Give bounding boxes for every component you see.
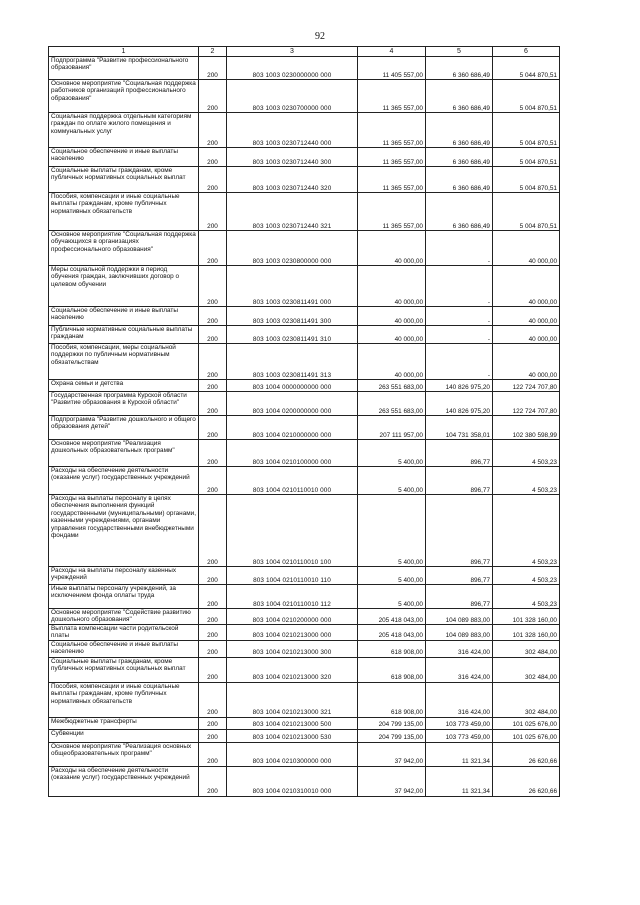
row-amount-planned-cell: 205 418 043,00: [358, 609, 426, 625]
header-row: [49, 47, 560, 57]
table-row: [49, 609, 560, 625]
row-amount-remaining-cell: 122 724 707,80: [493, 380, 560, 392]
row-budget-code-cell: 803 1003 0230811491 313: [227, 344, 358, 380]
row-name-cell: Основное мероприятие "Реализация основных общеобразовательных программ": [49, 742, 199, 766]
row-amount-remaining-cell: 302 484,00: [493, 682, 560, 717]
row-grbs-cell: 200: [199, 717, 227, 729]
row-name-cell: Пособия, компенсации и иные социальные выплаты гражданам, кроме публичных нормативных обязательств: [49, 193, 199, 231]
row-grbs-cell: 200: [199, 440, 227, 467]
row-amount-planned-cell: 11 365 557,00: [358, 80, 426, 113]
row-amount-planned-cell: 40 000,00: [358, 344, 426, 380]
row-amount-executed-cell: 896,77: [426, 567, 493, 585]
row-amount-planned-cell: 204 799 135,00: [358, 729, 426, 742]
row-amount-executed-cell: 140 826 975,20: [426, 380, 493, 392]
row-budget-code-cell: 803 1004 0210213000 321: [227, 682, 358, 717]
row-name-cell: Межбюджетные трансферты: [49, 717, 199, 729]
row-amount-executed-cell: 104 089 883,00: [426, 609, 493, 625]
row-amount-executed-cell: 6 360 686,49: [426, 148, 493, 167]
table-row: [49, 231, 560, 266]
table-row: [49, 567, 560, 585]
row-name-cell: Субвенции: [49, 729, 199, 742]
row-grbs-cell: 200: [199, 742, 227, 766]
row-amount-executed-cell: 140 826 975,20: [426, 392, 493, 416]
row-amount-planned-cell: 205 418 043,00: [358, 625, 426, 641]
row-amount-executed-cell: 896,77: [426, 467, 493, 495]
row-amount-remaining-cell: 40 000,00: [493, 266, 560, 307]
row-budget-code-cell: 803 1003 0230000000 000: [227, 57, 358, 80]
row-grbs-cell: 200: [199, 766, 227, 796]
row-grbs-cell: 200: [199, 148, 227, 167]
table-row: [49, 80, 560, 113]
row-amount-planned-cell: 5 400,00: [358, 585, 426, 609]
row-budget-code-cell: 803 1004 0210000000 000: [227, 416, 358, 440]
row-budget-code-cell: 803 1003 0230700000 000: [227, 80, 358, 113]
row-budget-code-cell: 803 1003 0230712440 321: [227, 193, 358, 231]
row-name-cell: Основное мероприятие "Содействие развитию дошкольного образования": [49, 609, 199, 625]
row-amount-remaining-cell: 4 503,23: [493, 567, 560, 585]
row-budget-code-cell: 803 1004 0210300000 000: [227, 742, 358, 766]
row-grbs-cell: 200: [199, 344, 227, 380]
row-amount-executed-cell: 6 360 686,49: [426, 193, 493, 231]
row-amount-remaining-cell: 102 380 598,99: [493, 416, 560, 440]
row-budget-code-cell: 803 1004 0210110010 110: [227, 567, 358, 585]
table-row: [49, 640, 560, 657]
row-name-cell: Публичные нормативные социальные выплаты гражданам: [49, 326, 199, 344]
row-name-cell: Социальные выплаты гражданам, кроме публичных нормативных социальных выплат: [49, 167, 199, 193]
row-name-cell: Расходы на выплаты персоналу в целях обеспечения выполнения функций государственными (муниципальными) органами, казенными учреждениями, органами управления государственными внебюджетными фондами: [49, 495, 199, 567]
table-row: [49, 326, 560, 344]
row-amount-executed-cell: -: [426, 231, 493, 266]
row-amount-remaining-cell: 5 004 870,51: [493, 193, 560, 231]
row-budget-code-cell: 803 1003 0230811491 310: [227, 326, 358, 344]
row-amount-executed-cell: 6 360 686,49: [426, 57, 493, 80]
row-amount-remaining-cell: 302 484,00: [493, 657, 560, 682]
page-number: 92: [315, 31, 325, 42]
table-row: [49, 682, 560, 717]
row-amount-planned-cell: 263 551 683,00: [358, 392, 426, 416]
table-row: [49, 416, 560, 440]
row-grbs-cell: 200: [199, 625, 227, 641]
row-amount-executed-cell: 316 424,00: [426, 657, 493, 682]
row-name-cell: Расходы на обеспечение деятельности (оказание услуг) государственных учреждений: [49, 467, 199, 495]
table-row: [49, 307, 560, 326]
row-name-cell: Расходы на выплаты персоналу казенных учреждений: [49, 567, 199, 585]
row-budget-code-cell: 803 1004 0210213000 320: [227, 657, 358, 682]
row-name-cell: Основное мероприятие "Социальная поддержка обучающихся в организациях профессионального образования": [49, 231, 199, 266]
row-amount-remaining-cell: 302 484,00: [493, 640, 560, 657]
row-name-cell: Основное мероприятие "Реализация дошкольных образовательных программ": [49, 440, 199, 467]
row-budget-code-cell: 803 1003 0230800000 000: [227, 231, 358, 266]
row-amount-planned-cell: 40 000,00: [358, 307, 426, 326]
row-name-cell: Социальное обеспечение и иные выплаты населению: [49, 640, 199, 657]
row-amount-planned-cell: 618 908,00: [358, 657, 426, 682]
row-amount-remaining-cell: 5 004 870,51: [493, 80, 560, 113]
row-amount-planned-cell: 40 000,00: [358, 326, 426, 344]
column-header-2: 2: [199, 47, 227, 57]
row-grbs-cell: 200: [199, 167, 227, 193]
row-name-cell: Социальная поддержка отдельным категориям граждан по оплате жилого помещения и коммунальных услуг: [49, 113, 199, 148]
row-grbs-cell: 200: [199, 467, 227, 495]
row-amount-planned-cell: 5 400,00: [358, 467, 426, 495]
row-amount-remaining-cell: 26 620,66: [493, 742, 560, 766]
row-budget-code-cell: 803 1003 0230811491 000: [227, 266, 358, 307]
row-amount-remaining-cell: 4 503,23: [493, 440, 560, 467]
budget-table: [48, 46, 560, 797]
row-amount-executed-cell: -: [426, 326, 493, 344]
row-amount-executed-cell: 103 773 459,00: [426, 729, 493, 742]
row-grbs-cell: 200: [199, 326, 227, 344]
row-grbs-cell: 200: [199, 416, 227, 440]
row-amount-executed-cell: -: [426, 266, 493, 307]
row-budget-code-cell: 803 1003 0230712440 300: [227, 148, 358, 167]
table-row: [49, 57, 560, 80]
row-amount-remaining-cell: 4 503,23: [493, 467, 560, 495]
row-amount-planned-cell: 40 000,00: [358, 231, 426, 266]
row-amount-planned-cell: 263 551 683,00: [358, 380, 426, 392]
row-amount-executed-cell: 896,77: [426, 495, 493, 567]
row-name-cell: Выплата компенсации части родительской платы: [49, 625, 199, 641]
row-amount-planned-cell: 40 000,00: [358, 266, 426, 307]
row-grbs-cell: 200: [199, 609, 227, 625]
row-grbs-cell: 200: [199, 657, 227, 682]
row-name-cell: Государственная программа Курской области "Развитие образования в Курской области": [49, 392, 199, 416]
table-row: [49, 113, 560, 148]
row-amount-remaining-cell: 26 620,66: [493, 766, 560, 796]
row-name-cell: Расходы на обеспечение деятельности (оказание услуг) государственных учреждений: [49, 766, 199, 796]
row-amount-remaining-cell: 5 004 870,51: [493, 148, 560, 167]
row-amount-remaining-cell: 101 025 676,00: [493, 717, 560, 729]
row-amount-planned-cell: 11 365 557,00: [358, 148, 426, 167]
row-grbs-cell: 200: [199, 585, 227, 609]
row-amount-executed-cell: 103 773 459,00: [426, 717, 493, 729]
table-row: [49, 729, 560, 742]
table-body: [49, 57, 560, 797]
row-amount-remaining-cell: 4 503,23: [493, 495, 560, 567]
row-amount-planned-cell: 618 908,00: [358, 682, 426, 717]
table-row: [49, 742, 560, 766]
row-amount-executed-cell: 104 089 883,00: [426, 625, 493, 641]
row-grbs-cell: 200: [199, 392, 227, 416]
row-grbs-cell: 200: [199, 266, 227, 307]
table-row: [49, 193, 560, 231]
row-budget-code-cell: 803 1004 0210213000 300: [227, 640, 358, 657]
column-header-4: 4: [358, 47, 426, 57]
row-amount-planned-cell: 37 942,00: [358, 766, 426, 796]
row-amount-planned-cell: 11 405 557,00: [358, 57, 426, 80]
table-row: [49, 148, 560, 167]
row-budget-code-cell: 803 1003 0230712440 000: [227, 113, 358, 148]
row-amount-remaining-cell: 5 044 870,51: [493, 57, 560, 80]
row-amount-executed-cell: 104 731 358,01: [426, 416, 493, 440]
row-amount-remaining-cell: 40 000,00: [493, 307, 560, 326]
row-amount-planned-cell: 207 111 957,00: [358, 416, 426, 440]
row-amount-planned-cell: 5 400,00: [358, 567, 426, 585]
row-amount-remaining-cell: 5 004 870,51: [493, 113, 560, 148]
row-amount-planned-cell: 11 365 557,00: [358, 167, 426, 193]
row-amount-executed-cell: 6 360 686,49: [426, 80, 493, 113]
row-budget-code-cell: 803 1004 0210213000 530: [227, 729, 358, 742]
column-header-1: 1: [49, 47, 199, 57]
row-grbs-cell: 200: [199, 57, 227, 80]
row-amount-planned-cell: 204 799 135,00: [358, 717, 426, 729]
row-amount-remaining-cell: 101 025 676,00: [493, 729, 560, 742]
row-amount-remaining-cell: 101 328 160,00: [493, 625, 560, 641]
row-name-cell: Меры социальной поддержки в период обучения граждан, заключивших договор о целевом обучении: [49, 266, 199, 307]
row-budget-code-cell: 803 1003 0230712440 320: [227, 167, 358, 193]
row-budget-code-cell: 803 1004 0210110010 112: [227, 585, 358, 609]
row-amount-executed-cell: 896,77: [426, 585, 493, 609]
row-amount-remaining-cell: 5 004 870,51: [493, 167, 560, 193]
row-budget-code-cell: 803 1004 0210213000 000: [227, 625, 358, 641]
table-row: [49, 440, 560, 467]
row-name-cell: Социальное обеспечение и иные выплаты населению: [49, 148, 199, 167]
row-amount-planned-cell: 37 942,00: [358, 742, 426, 766]
row-grbs-cell: 200: [199, 495, 227, 567]
row-budget-code-cell: 803 1004 0000000000 000: [227, 380, 358, 392]
table-row: [49, 392, 560, 416]
table-row: [49, 344, 560, 380]
row-amount-planned-cell: 618 908,00: [358, 640, 426, 657]
row-amount-remaining-cell: 40 000,00: [493, 344, 560, 380]
row-name-cell: Пособия, компенсации, меры социальной поддержки по публичным нормативным обязательствам: [49, 344, 199, 380]
row-name-cell: Основное мероприятие "Социальная поддержка работников организаций профессионального образования": [49, 80, 199, 113]
row-name-cell: Социальное обеспечение и иные выплаты населению: [49, 307, 199, 326]
row-grbs-cell: 200: [199, 193, 227, 231]
row-amount-executed-cell: -: [426, 307, 493, 326]
row-grbs-cell: 200: [199, 380, 227, 392]
row-budget-code-cell: 803 1004 0210213000 500: [227, 717, 358, 729]
row-budget-code-cell: 803 1004 0210200000 000: [227, 609, 358, 625]
table-row: [49, 625, 560, 641]
row-amount-executed-cell: 896,77: [426, 440, 493, 467]
row-amount-remaining-cell: 122 724 707,80: [493, 392, 560, 416]
table-row: [49, 495, 560, 567]
row-amount-planned-cell: 5 400,00: [358, 495, 426, 567]
column-header-3: 3: [227, 47, 358, 57]
row-amount-remaining-cell: 40 000,00: [493, 231, 560, 266]
row-budget-code-cell: 803 1004 0210110010 000: [227, 467, 358, 495]
row-grbs-cell: 200: [199, 113, 227, 148]
table-row: [49, 657, 560, 682]
row-name-cell: Охрана семьи и детства: [49, 380, 199, 392]
row-grbs-cell: 200: [199, 231, 227, 266]
table-row: [49, 266, 560, 307]
row-amount-remaining-cell: 40 000,00: [493, 326, 560, 344]
row-amount-executed-cell: 6 360 686,49: [426, 113, 493, 148]
row-name-cell: Пособия, компенсации и иные социальные выплаты гражданам, кроме публичных нормативных обязательств: [49, 682, 199, 717]
row-budget-code-cell: 803 1004 0210310010 000: [227, 766, 358, 796]
row-budget-code-cell: 803 1004 0210110010 100: [227, 495, 358, 567]
row-budget-code-cell: 803 1004 0200000000 000: [227, 392, 358, 416]
table-row: [49, 717, 560, 729]
row-name-cell: Подпрограмма "Развитие дошкольного и общего образования детей": [49, 416, 199, 440]
row-name-cell: Иные выплаты персоналу учреждений, за исключением фонда оплаты труда: [49, 585, 199, 609]
row-amount-executed-cell: 11 321,34: [426, 742, 493, 766]
table-row: [49, 766, 560, 796]
row-grbs-cell: 200: [199, 729, 227, 742]
row-grbs-cell: 200: [199, 640, 227, 657]
row-grbs-cell: 200: [199, 80, 227, 113]
table-row: [49, 380, 560, 392]
table-row: [49, 167, 560, 193]
row-amount-executed-cell: 6 360 686,49: [426, 167, 493, 193]
row-budget-code-cell: 803 1003 0230811491 300: [227, 307, 358, 326]
row-budget-code-cell: 803 1004 0210100000 000: [227, 440, 358, 467]
row-amount-planned-cell: 11 365 557,00: [358, 193, 426, 231]
column-header-5: 5: [426, 47, 493, 57]
row-amount-planned-cell: 11 365 557,00: [358, 113, 426, 148]
row-name-cell: Подпрограмма "Развитие профессионального образования": [49, 57, 199, 80]
table-row: [49, 467, 560, 495]
row-grbs-cell: 200: [199, 307, 227, 326]
row-grbs-cell: 200: [199, 682, 227, 717]
row-amount-executed-cell: 11 321,34: [426, 766, 493, 796]
row-grbs-cell: 200: [199, 567, 227, 585]
row-amount-executed-cell: 316 424,00: [426, 682, 493, 717]
column-header-6: 6: [493, 47, 560, 57]
table-row: [49, 585, 560, 609]
row-amount-planned-cell: 5 400,00: [358, 440, 426, 467]
row-amount-executed-cell: -: [426, 344, 493, 380]
row-amount-remaining-cell: 101 328 160,00: [493, 609, 560, 625]
row-amount-remaining-cell: 4 503,23: [493, 585, 560, 609]
row-amount-executed-cell: 316 424,00: [426, 640, 493, 657]
row-name-cell: Социальные выплаты гражданам, кроме публичных нормативных социальных выплат: [49, 657, 199, 682]
